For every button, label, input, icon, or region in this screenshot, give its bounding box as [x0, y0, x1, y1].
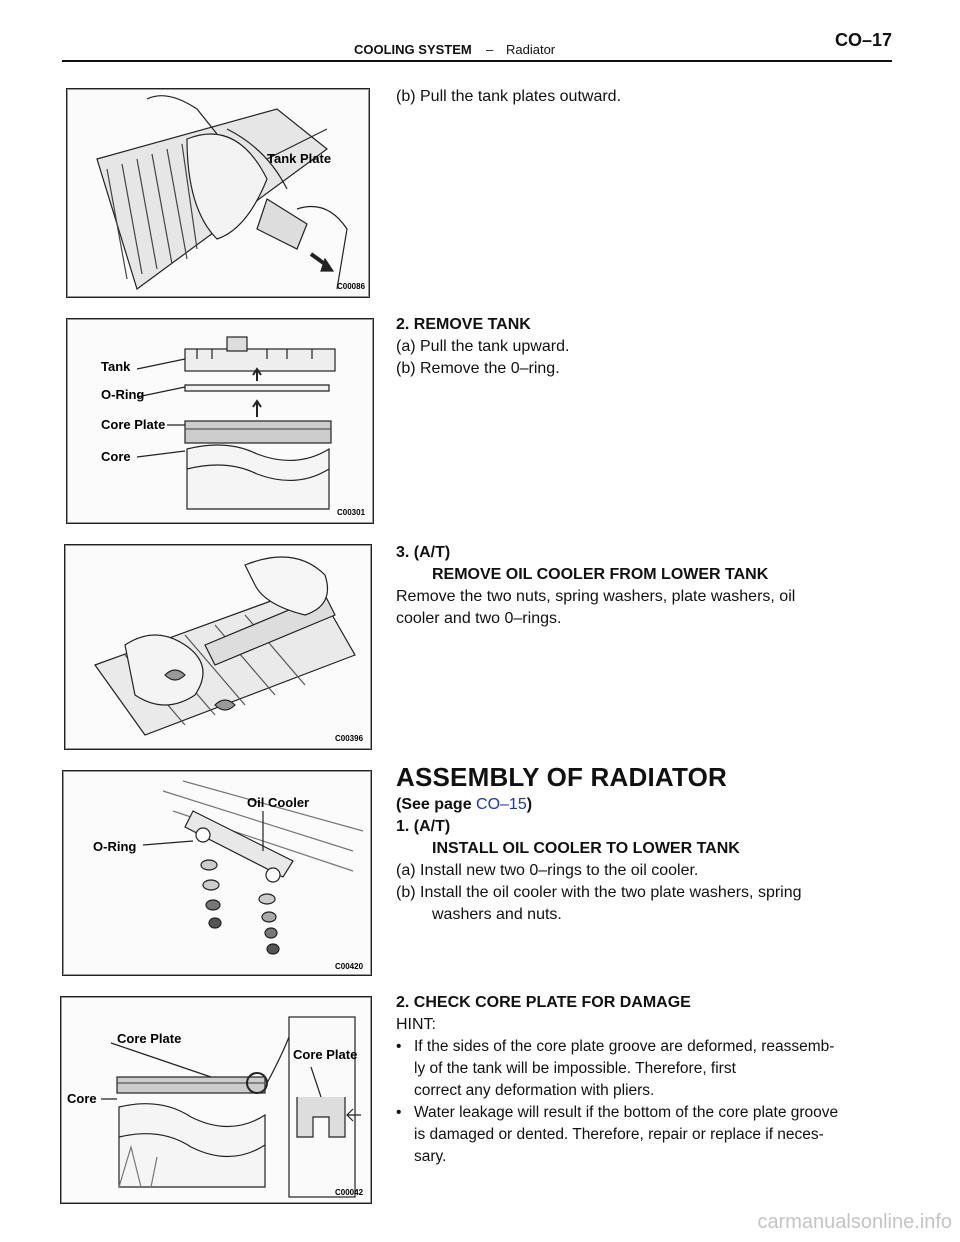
figure-label: Core Plate	[117, 1031, 182, 1046]
bullet-line: ly of the tank will be impossible. Therefore, first	[414, 1060, 736, 1077]
figure-label: Oil Cooler	[247, 795, 310, 810]
figure-label: Tank	[101, 359, 131, 374]
figure-code: C00420	[335, 962, 364, 971]
step-text: (b) Pull the tank plates outward.	[396, 88, 622, 105]
header-subsection: Radiator	[506, 42, 556, 57]
watermark: carmanualsonline.info	[757, 1211, 952, 1233]
figure-label: O-Ring	[101, 387, 145, 402]
see-page-reference	[396, 794, 886, 816]
step-check-core-plate	[396, 992, 886, 1168]
step-text: (a) Pull the tank upward.	[396, 338, 570, 355]
step-text: (b) Remove the 0–ring.	[396, 360, 560, 377]
figure-label: Core Plate	[101, 417, 166, 432]
header-rule	[62, 60, 892, 62]
step-remove-tank	[396, 314, 886, 380]
page-link[interactable]: CO–15	[476, 796, 527, 813]
see-suffix: )	[526, 796, 533, 813]
step-heading: 2. REMOVE TANK	[396, 316, 531, 333]
bullet-glyph: •	[396, 1104, 402, 1121]
figure-label: Tank Plate	[267, 151, 332, 166]
figure-label: Core Plate	[293, 1047, 358, 1062]
figure-code: C00042	[335, 1188, 364, 1197]
figure-install-oil-cooler	[62, 770, 372, 976]
step-text: (a) Install new two 0–rings to the oil cooler.	[396, 862, 699, 879]
figure-code: C00396	[335, 734, 364, 743]
step-heading: 2. CHECK CORE PLATE FOR DAMAGE	[396, 994, 691, 1011]
figure-tank-plate	[66, 88, 370, 298]
step-heading: 3. (A/T)	[396, 544, 451, 561]
step-text: cooler and two 0–rings.	[396, 610, 562, 627]
section-title: ASSEMBLY OF RADIATOR	[396, 762, 727, 792]
figure-core-plate	[60, 996, 372, 1204]
hint-label: HINT:	[396, 1016, 436, 1033]
header-separator: –	[486, 42, 494, 57]
figure-label: Core	[67, 1091, 97, 1106]
hint-bullet	[396, 1036, 886, 1102]
bullet-glyph: •	[396, 1038, 402, 1055]
section-assembly	[396, 760, 886, 926]
figure-remove-tank	[66, 318, 374, 524]
step-subheading: INSTALL OIL COOLER TO LOWER TANK	[432, 840, 740, 857]
step-text: washers and nuts.	[432, 906, 562, 923]
page-header	[62, 24, 892, 62]
step-subheading: REMOVE OIL COOLER FROM LOWER TANK	[432, 566, 769, 583]
figure-label: Core	[101, 449, 131, 464]
hint-bullet	[396, 1102, 886, 1168]
step-pull-tank-plates	[396, 86, 886, 108]
header-section: COOLING SYSTEM	[354, 42, 472, 57]
see-prefix: (See page	[396, 796, 477, 813]
bullet-line: Water leakage will result if the bottom of the core plate groove	[414, 1104, 839, 1121]
step-text: Remove the two nuts, spring washers, plate washers, oil	[396, 588, 796, 605]
bullet-line: sary.	[414, 1148, 447, 1165]
bullet-line: correct any deformation with pliers.	[414, 1082, 655, 1099]
figure-label: O-Ring	[93, 839, 137, 854]
step-heading: 1. (A/T)	[396, 818, 451, 835]
step-remove-oil-cooler	[396, 542, 886, 630]
figure-code: C00086	[337, 282, 366, 291]
bullet-line: If the sides of the core plate groove are deformed, reassemb-	[414, 1038, 835, 1055]
step-text: (b) Install the oil cooler with the two plate washers, spring	[396, 884, 802, 901]
bullet-line: is damaged or dented. Therefore, repair or replace if neces-	[414, 1126, 824, 1143]
figure-remove-oil-cooler	[64, 544, 372, 750]
page-number: CO–17	[834, 30, 892, 50]
figure-code: C00301	[337, 508, 366, 517]
